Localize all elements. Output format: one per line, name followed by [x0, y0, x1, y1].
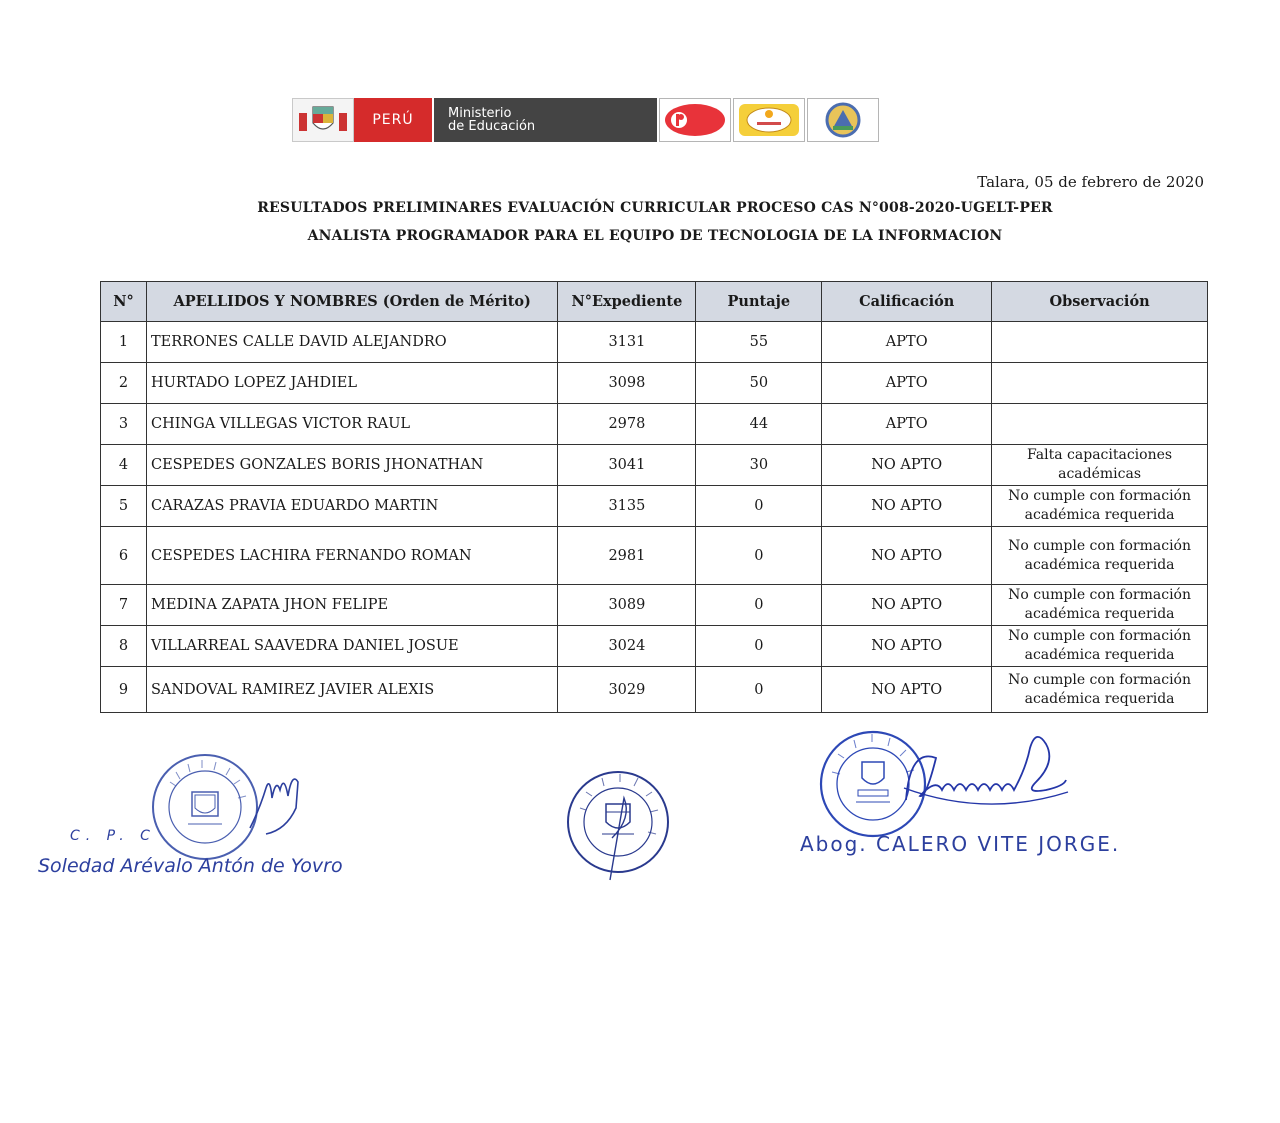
row-calificacion: NO APTO	[822, 527, 992, 585]
obs-line1: Falta capacitaciones	[1027, 447, 1173, 463]
row-name: CESPEDES GONZALES BORIS JHONATHAN	[146, 445, 557, 486]
row-name: TERRONES CALLE DAVID ALEJANDRO	[146, 322, 557, 363]
obs-line2: académica requerida	[1024, 606, 1175, 622]
table-row	[101, 322, 1208, 363]
table-row	[101, 527, 1208, 585]
header-observacion: Observación	[992, 282, 1208, 322]
right-signature-scribble	[896, 728, 1072, 828]
row-calificacion: NO APTO	[822, 667, 992, 713]
left-signature-name: Soledad Arévalo Antón de Yovro	[38, 855, 343, 877]
header-calificacion: Calificación	[822, 282, 992, 322]
obs-line2: académica requerida	[1024, 690, 1175, 707]
row-observacion	[992, 527, 1208, 585]
left-signature-title: C. P. C	[70, 828, 156, 844]
row-observacion	[992, 667, 1208, 713]
row-score: 55	[696, 322, 822, 363]
row-expediente: 3135	[558, 486, 696, 527]
row-name: CARAZAS PRAVIA EDUARDO MARTIN	[146, 486, 557, 527]
row-score: 0	[696, 527, 822, 585]
left-signature-scribble	[246, 768, 306, 842]
row-number: 9	[101, 667, 147, 713]
table-row	[101, 363, 1208, 404]
table-row	[101, 585, 1208, 626]
row-name: MEDINA ZAPATA JHON FELIPE	[146, 585, 557, 626]
row-observacion	[992, 322, 1208, 363]
row-calificacion: NO APTO	[822, 585, 992, 626]
row-name: SANDOVAL RAMIREZ JAVIER ALEXIS	[146, 667, 557, 713]
table-row	[101, 626, 1208, 667]
red-p-logo	[659, 98, 731, 142]
row-score: 0	[696, 585, 822, 626]
ministerio-line2: de Educación	[448, 119, 536, 134]
left-seal-stamp	[150, 752, 260, 866]
obs-line1: No cumple con formación	[1008, 488, 1191, 504]
obs-line2: académica requerida	[1024, 507, 1175, 523]
row-name: CHINGA VILLEGAS VICTOR RAUL	[146, 404, 557, 445]
obs-line2: académica requerida	[1024, 556, 1175, 573]
right-signature-name: Abog. CALERO VITE JORGE.	[800, 832, 1121, 856]
obs-line2: académica requerida	[1024, 647, 1175, 663]
row-number: 6	[101, 527, 147, 585]
obs-line1: No cumple con formación	[1008, 671, 1191, 688]
row-score: 0	[696, 667, 822, 713]
row-calificacion: APTO	[822, 322, 992, 363]
table-row	[101, 667, 1208, 713]
row-name: CESPEDES LACHIRA FERNANDO ROMAN	[146, 527, 557, 585]
row-number: 5	[101, 486, 147, 527]
header-name: APELLIDOS Y NOMBRES (Orden de Mérito)	[146, 282, 557, 322]
obs-line2: académicas	[1058, 466, 1142, 482]
row-observacion	[992, 486, 1208, 527]
row-expediente: 3029	[558, 667, 696, 713]
row-calificacion: NO APTO	[822, 445, 992, 486]
row-observacion	[992, 445, 1208, 486]
row-score: 30	[696, 445, 822, 486]
header-score: Puntaje	[696, 282, 822, 322]
obs-line1: No cumple con formación	[1008, 587, 1191, 603]
ministerio-line1: Ministerio	[448, 106, 512, 121]
row-score: 50	[696, 363, 822, 404]
row-number: 2	[101, 363, 147, 404]
row-observacion	[992, 363, 1208, 404]
peru-logo-text: PERÚ	[372, 112, 414, 128]
row-expediente: 3098	[558, 363, 696, 404]
row-expediente: 3041	[558, 445, 696, 486]
row-expediente: 2981	[558, 527, 696, 585]
row-expediente: 2978	[558, 404, 696, 445]
row-number: 1	[101, 322, 147, 363]
header-logos	[292, 98, 879, 142]
table-header-row	[101, 282, 1208, 322]
peru-shield-logo	[292, 98, 354, 142]
peru-logo	[354, 98, 432, 142]
row-score: 0	[696, 626, 822, 667]
obs-line1: No cumple con formación	[1008, 628, 1191, 644]
table-row	[101, 404, 1208, 445]
table-row	[101, 445, 1208, 486]
table-row	[101, 486, 1208, 527]
row-calificacion: NO APTO	[822, 486, 992, 527]
row-score: 0	[696, 486, 822, 527]
row-expediente: 3089	[558, 585, 696, 626]
row-calificacion: APTO	[822, 363, 992, 404]
obs-line1: No cumple con formación	[1008, 537, 1191, 554]
sun-logo	[733, 98, 805, 142]
document-date: Talara, 05 de febrero de 2020	[977, 173, 1204, 191]
row-number: 3	[101, 404, 147, 445]
row-number: 8	[101, 626, 147, 667]
row-observacion	[992, 585, 1208, 626]
results-table	[100, 281, 1208, 713]
ministerio-logo	[432, 98, 657, 142]
row-name: HURTADO LOPEZ JAHDIEL	[146, 363, 557, 404]
header-expediente: N°Expediente	[558, 282, 696, 322]
ugel-logo	[807, 98, 879, 142]
row-calificacion: APTO	[822, 404, 992, 445]
document-title: RESULTADOS PRELIMINARES EVALUACIÓN CURRICULAR PROCESO CAS N°008-2020-UGELT-PER	[257, 200, 1053, 216]
header-number: N°	[101, 282, 147, 322]
row-name: VILLARREAL SAAVEDRA DANIEL JOSUE	[146, 626, 557, 667]
row-expediente: 3024	[558, 626, 696, 667]
row-observacion	[992, 626, 1208, 667]
center-seal-stamp	[562, 768, 674, 888]
row-number: 7	[101, 585, 147, 626]
row-calificacion: NO APTO	[822, 626, 992, 667]
document-subtitle: ANALISTA PROGRAMADOR PARA EL EQUIPO DE TECNOLOGIA DE LA INFORMACION	[307, 228, 1003, 244]
row-observacion	[992, 404, 1208, 445]
row-expediente: 3131	[558, 322, 696, 363]
row-score: 44	[696, 404, 822, 445]
row-number: 4	[101, 445, 147, 486]
